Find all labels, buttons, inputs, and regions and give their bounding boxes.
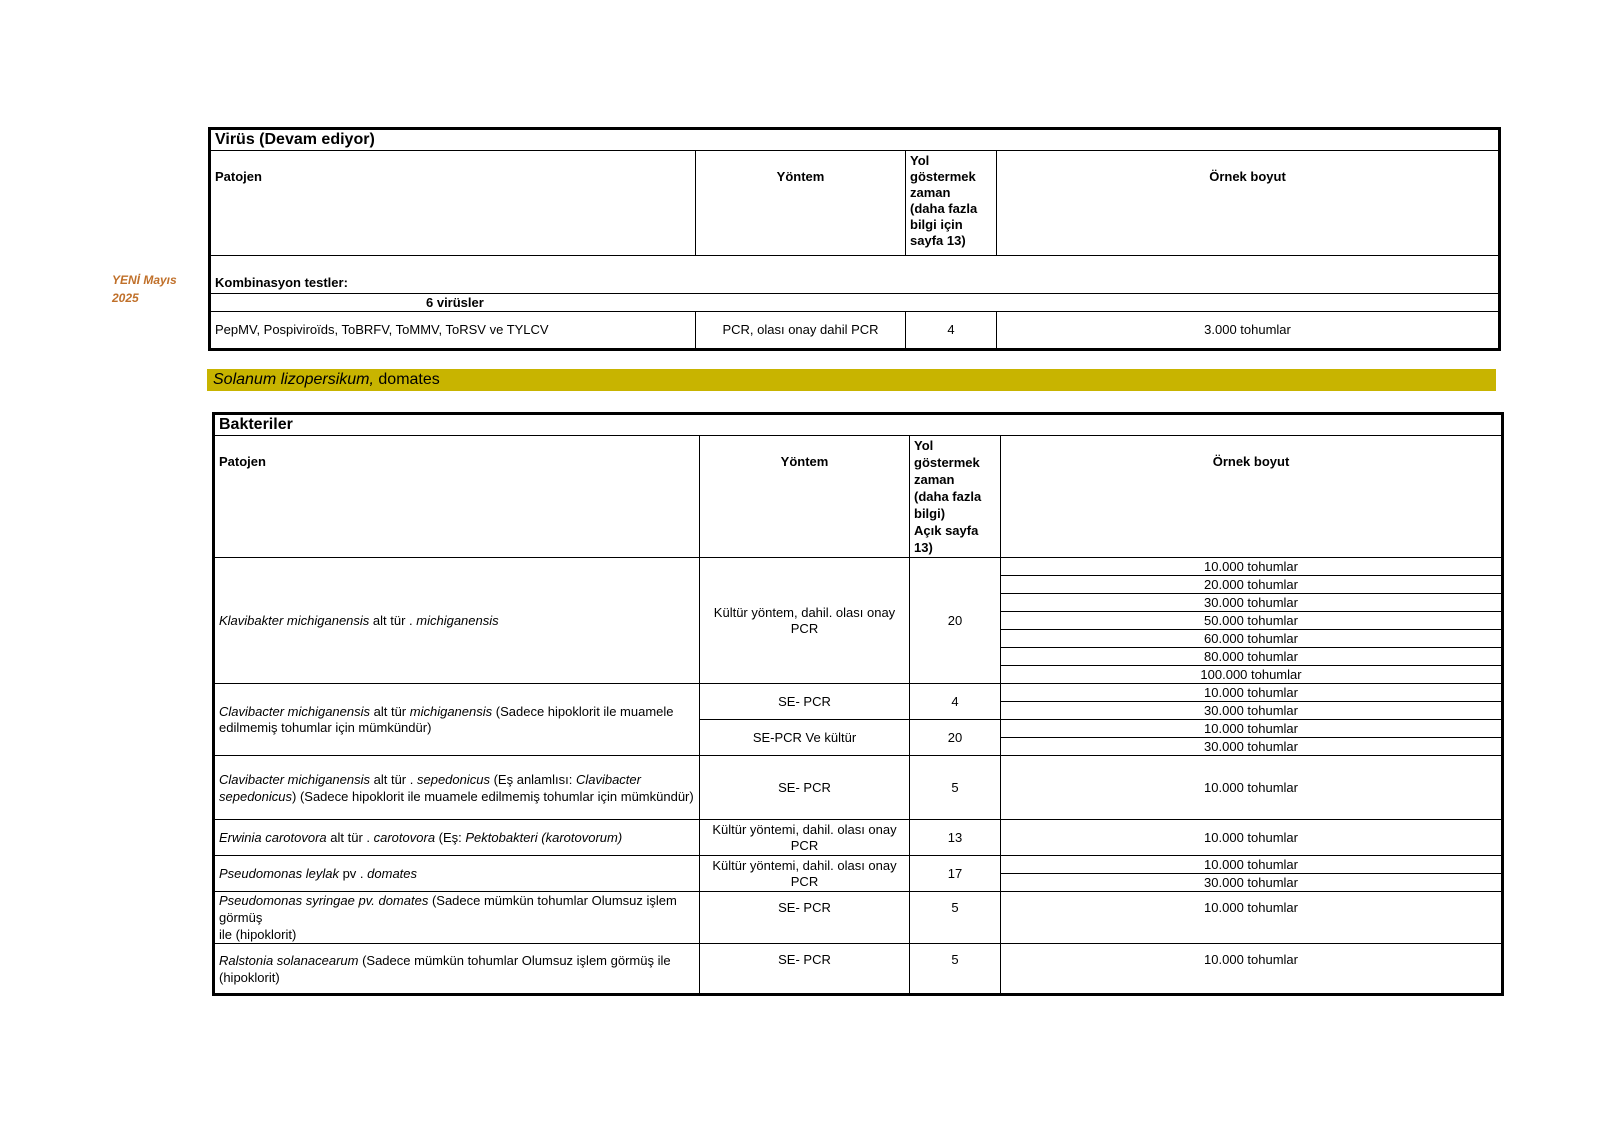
table-row-pathogen bbox=[214, 558, 700, 684]
lead-time-line: zaman bbox=[914, 472, 955, 487]
pathogen-text: (Eş anlamlısı: bbox=[489, 771, 576, 787]
lead-time-line: göstermek bbox=[914, 455, 980, 470]
virus-row-pathogen: PepMV, Pospiviroïds, ToBRFV, ToMMV, ToRSV ve TYLCV bbox=[210, 312, 696, 350]
bacteria-header-lead-time bbox=[910, 436, 1001, 558]
pathogen-italic: michiganensis bbox=[409, 703, 493, 719]
virus-header-method: Yöntem bbox=[696, 151, 906, 256]
pathogen-text: (Sadece mümkün tohumlar Olumsuz işlem görmüş ile bbox=[358, 952, 671, 968]
lead-time-line: (daha fazla bbox=[914, 489, 982, 504]
table-row-time: 20 bbox=[910, 558, 1001, 684]
sample-size-cell: 50.000 tohumlar bbox=[1001, 612, 1503, 630]
table-row-pathogen bbox=[214, 820, 700, 856]
pathogen-italic: Clavibacter michiganensis bbox=[219, 703, 371, 719]
table-row-method: SE- PCR bbox=[700, 684, 910, 720]
table-row-time: 13 bbox=[910, 820, 1001, 856]
lead-time-line: Yol bbox=[910, 153, 930, 168]
table-row-method: SE- PCR bbox=[700, 944, 910, 995]
pathogen-text: (hipoklorit) bbox=[219, 969, 280, 985]
lead-time-line: zaman bbox=[910, 185, 951, 200]
sample-size-cell: 10.000 tohumlar bbox=[1001, 820, 1503, 856]
virus-header-pathogen: Patojen bbox=[210, 151, 696, 256]
pathogen-text: alt tür . bbox=[369, 612, 417, 628]
pathogen-italic: Erwinia carotovora bbox=[219, 829, 327, 845]
pathogen-italic: michiganensis bbox=[416, 612, 499, 628]
bacteria-header-method: Yöntem bbox=[700, 436, 910, 558]
table-row-pathogen bbox=[214, 684, 700, 756]
lead-time-line: (daha fazla bbox=[910, 201, 978, 216]
pathogen-italic: carotovora bbox=[373, 829, 436, 845]
section-common-name: domates bbox=[378, 371, 440, 388]
table-row-time: 20 bbox=[910, 720, 1001, 756]
section-band-tomato bbox=[207, 369, 1496, 391]
sample-size-cell: 10.000 tohumlar bbox=[1001, 856, 1503, 874]
table-row-method: Kültür yöntemi, dahil. olası onay PCR bbox=[700, 856, 910, 892]
table-row-method: Kültür yöntem, dahil. olası onay PCR bbox=[700, 558, 910, 684]
table-row-method: Kültür yöntemi, dahil. olası onay PCR bbox=[700, 820, 910, 856]
table-row-pathogen bbox=[214, 756, 700, 820]
virus-row-time: 4 bbox=[906, 312, 997, 350]
pathogen-italic: Ralstonia solanacearum bbox=[219, 952, 359, 968]
virus-header-lead-time bbox=[906, 151, 997, 256]
side-note-new-may-2025 bbox=[112, 271, 177, 307]
bacteria-header-sample: Örnek boyut bbox=[1001, 436, 1503, 558]
sample-size-cell: 60.000 tohumlar bbox=[1001, 630, 1503, 648]
sample-size-cell: 10.000 tohumlar bbox=[1001, 720, 1503, 738]
table-row-pathogen bbox=[214, 892, 700, 944]
pathogen-text: alt tür bbox=[370, 703, 410, 719]
lead-time-line: sayfa 13) bbox=[910, 233, 966, 248]
pathogen-text: ile (hipoklorit) bbox=[219, 927, 297, 942]
sample-size-cell: 20.000 tohumlar bbox=[1001, 576, 1503, 594]
table-row-time: 17 bbox=[910, 856, 1001, 892]
virus-row-method: PCR, olası onay dahil PCR bbox=[696, 312, 906, 350]
pathogen-italic: domates bbox=[367, 865, 418, 881]
table-row-pathogen bbox=[214, 944, 700, 995]
sample-size-cell: 10.000 tohumlar bbox=[1001, 684, 1503, 702]
table-row-pathogen bbox=[214, 856, 700, 892]
pathogen-text: (Eş: bbox=[435, 829, 466, 845]
pathogen-text: (Sadece hipoklorit ile muamele edilmemiş tohumlar için mümkündür) bbox=[219, 703, 674, 735]
sample-size-cell: 80.000 tohumlar bbox=[1001, 648, 1503, 666]
table-row-time: 5 bbox=[910, 756, 1001, 820]
combination-sub-label: 6 virüsler bbox=[210, 294, 1500, 312]
combination-tests-label: Kombinasyon testler: bbox=[210, 256, 1500, 294]
table-row-method: SE- PCR bbox=[700, 892, 910, 944]
pathogen-text: alt tür . bbox=[326, 829, 374, 845]
lead-time-line: 13) bbox=[914, 540, 933, 555]
pathogen-italic: Clavibacter michiganensis bbox=[219, 771, 371, 787]
pathogen-italic: Pseudomonas leylak bbox=[219, 865, 339, 881]
sample-size-cell: 10.000 tohumlar bbox=[1001, 892, 1503, 944]
table-row-time: 5 bbox=[910, 892, 1001, 944]
pathogen-italic: Klavibakter michiganensis bbox=[219, 612, 370, 628]
section-latin-name: Solanum lizopersikum, bbox=[213, 371, 374, 388]
sample-size-cell: 10.000 tohumlar bbox=[1001, 756, 1503, 820]
sample-size-cell: 30.000 tohumlar bbox=[1001, 594, 1503, 612]
pathogen-italic: Pseudomonas syringae pv. domates bbox=[219, 893, 429, 908]
pathogen-text: ) (Sadece hipoklorit ile muamele edilmemiş tohumlar için mümkündür) bbox=[292, 788, 694, 804]
pathogen-text: (Sadece mümkün tohumlar Olumsuz işlem görmüş bbox=[219, 893, 677, 925]
virus-row-sample: 3.000 tohumlar bbox=[997, 312, 1500, 350]
bacteria-table bbox=[212, 412, 1504, 996]
sample-size-cell: 10.000 tohumlar bbox=[1001, 944, 1503, 995]
sample-size-cell: 10.000 tohumlar bbox=[1001, 558, 1503, 576]
lead-time-line: bilgi) bbox=[914, 506, 946, 521]
sample-size-cell: 30.000 tohumlar bbox=[1001, 702, 1503, 720]
virus-table-title: Virüs (Devam ediyor) bbox=[210, 129, 1500, 151]
table-row-method: SE- PCR bbox=[700, 756, 910, 820]
pathogen-italic: sepedonicus bbox=[416, 771, 490, 787]
bacteria-header-pathogen: Patojen bbox=[214, 436, 700, 558]
sample-size-cell: 30.000 tohumlar bbox=[1001, 738, 1503, 756]
sample-size-cell: 100.000 tohumlar bbox=[1001, 666, 1503, 684]
sample-size-cell: 30.000 tohumlar bbox=[1001, 874, 1503, 892]
pathogen-italic: Clavibacter sepedonicus bbox=[219, 771, 641, 804]
side-note-line1: YENİ Mayıs bbox=[112, 273, 177, 287]
lead-time-line: bilgi için bbox=[910, 217, 963, 232]
virus-table bbox=[208, 127, 1501, 351]
lead-time-line: Yol bbox=[914, 438, 934, 453]
side-note-line2: 2025 bbox=[112, 291, 139, 305]
lead-time-line: göstermek bbox=[910, 169, 976, 184]
bacteria-table-title: Bakteriler bbox=[214, 414, 1503, 436]
pathogen-text: pv . bbox=[338, 865, 368, 881]
lead-time-line: Açık sayfa bbox=[914, 523, 979, 538]
pathogen-text: alt tür . bbox=[370, 771, 417, 787]
virus-header-sample: Örnek boyut bbox=[997, 151, 1500, 256]
pathogen-italic: Pektobakteri (karotovorum) bbox=[465, 829, 623, 845]
table-row-time: 4 bbox=[910, 684, 1001, 720]
table-row-method: SE-PCR Ve kültür bbox=[700, 720, 910, 756]
table-row-time: 5 bbox=[910, 944, 1001, 995]
